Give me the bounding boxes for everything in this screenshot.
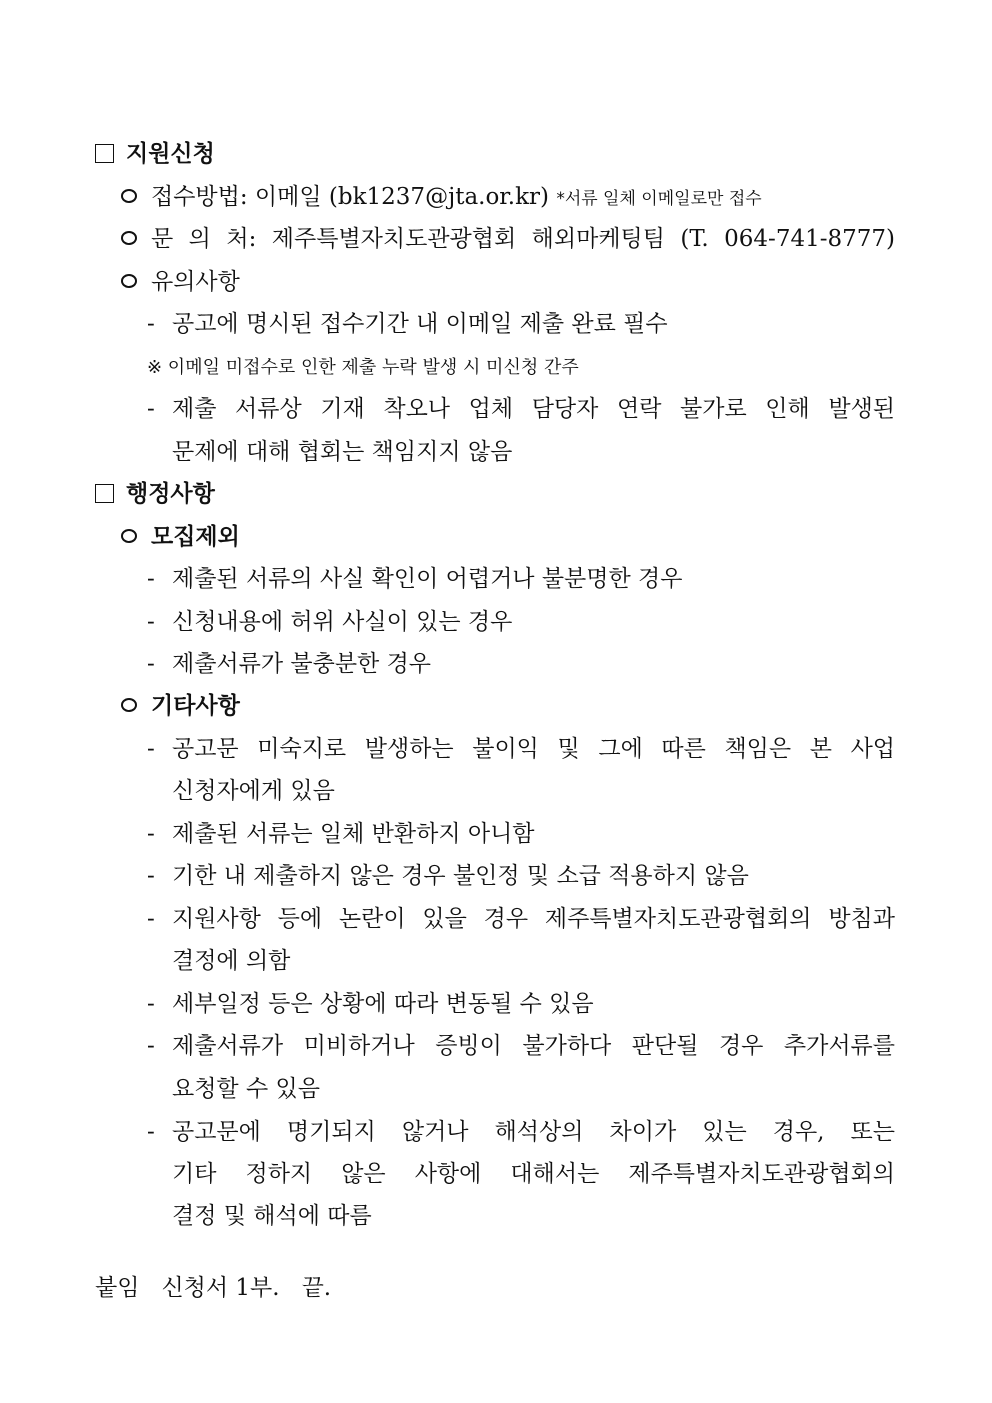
checkbox-square-icon: [95, 484, 114, 503]
other-7-line1: - 공고문에 명기되지 않거나 해석상의 차이가 있는 경우, 또는: [147, 1119, 895, 1145]
other-6-line2: 요청할 수 있음: [172, 1076, 320, 1102]
item-precautions: 유의사항: [121, 267, 240, 297]
precaution-2-line1: - 제출 서류상 기재 착오나 업체 담당자 연락 불가로 인해 발생된: [147, 396, 895, 422]
attachment-text: 신청서 1부.: [161, 1275, 280, 1301]
other-7-line3: 결정 및 해석에 따름: [172, 1203, 372, 1229]
exclusion-3: - 제출서류가 불충분한 경우: [147, 651, 432, 677]
item-contact: 문 의 처: 제주특별자치도관광협회 해외마케팅팀 (T. 064-741-8777): [121, 224, 895, 254]
section-heading-administration: 행정사항: [95, 479, 215, 509]
other-4-line2: 결정에 의함: [172, 948, 291, 974]
other-5: - 세부일정 등은 상황에 따라 변동될 수 있음: [147, 991, 594, 1017]
other-1-line1: - 공고문 미숙지로 발생하는 불이익 및 그에 따른 책임은 본 사업: [147, 736, 895, 762]
dash-bullet: -: [147, 609, 155, 635]
dash-bullet: -: [147, 736, 155, 762]
attachment-line: [95, 1273, 331, 1303]
reception-note: *서류 일체 이메일로만 접수: [556, 189, 762, 209]
other-2: - 제출된 서류는 일체 반환하지 아니함: [147, 821, 535, 847]
precaution-2-line2: 문제에 대해 협회는 책임지지 않음: [172, 439, 513, 465]
dash-bullet: -: [147, 566, 155, 592]
precaution-remark: ※ 이메일 미접수로 인한 제출 누락 발생 시 미신청 간주: [147, 357, 579, 378]
other-4-line1: - 지원사항 등에 논란이 있을 경우 제주특별자치도관광협회의 방침과: [147, 906, 895, 932]
group-other: 기타사항: [121, 691, 240, 721]
checkbox-square-icon: [95, 144, 114, 163]
dash-bullet: -: [147, 863, 155, 889]
dash-bullet: -: [147, 1033, 155, 1059]
circle-bullet-icon: [121, 231, 137, 245]
exclusion-1: - 제출된 서류의 사실 확인이 어렵거나 불분명한 경우: [147, 566, 683, 592]
exclusion-2: - 신청내용에 허위 사실이 있는 경우: [147, 609, 513, 635]
circle-bullet-icon: [121, 529, 137, 543]
attachment-label: 붙임: [95, 1275, 140, 1301]
other-6-line1: - 제출서류가 미비하거나 증빙이 불가하다 판단될 경우 추가서류를: [147, 1033, 895, 1059]
dash-bullet: -: [147, 396, 155, 422]
circle-bullet-icon: [121, 274, 137, 288]
circle-bullet-icon: [121, 698, 137, 712]
dash-bullet: -: [147, 906, 155, 932]
dash-bullet: -: [147, 1119, 155, 1145]
circle-bullet-icon: [121, 189, 137, 203]
dash-bullet: -: [147, 651, 155, 677]
dash-bullet: -: [147, 311, 155, 337]
other-3: - 기한 내 제출하지 않은 경우 불인정 및 소급 적용하지 않음: [147, 863, 749, 889]
other-1-line2: 신청자에게 있음: [172, 778, 335, 804]
end-mark: 끝.: [301, 1275, 332, 1301]
item-reception-method: 접수방법: 이메일 (bk1237@jta.or.kr) *서류 일체 이메일로만 접수: [121, 182, 762, 214]
section-heading-application: 지원신청: [95, 139, 215, 169]
precaution-1: - 공고에 명시된 접수기간 내 이메일 제출 완료 필수: [147, 311, 668, 337]
group-exclusion: 모집제외: [121, 522, 240, 552]
dash-bullet: -: [147, 991, 155, 1017]
other-7-line2: 기타 정하지 않은 사항에 대해서는 제주특별자치도관광협회의: [172, 1161, 895, 1187]
dash-bullet: -: [147, 821, 155, 847]
